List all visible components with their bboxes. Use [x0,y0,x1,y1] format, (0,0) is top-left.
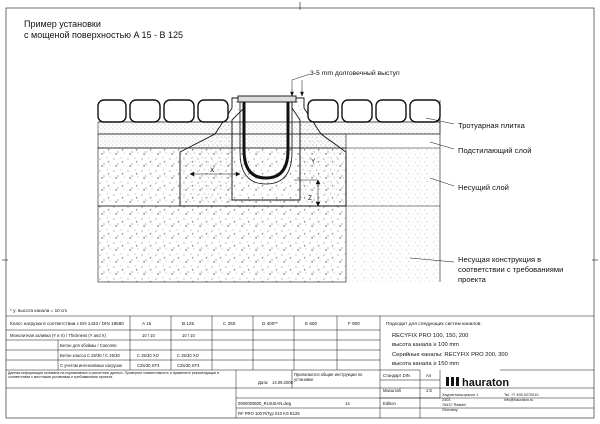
callout-subgrade-2: соответствии с требованиями [458,265,564,274]
callout-base: Несущий слой [458,183,509,192]
row-4-label: С учетом интенсивных нагрузок [60,363,122,368]
title-line1: Пример установки [24,19,101,29]
disclaimer-text: Данная информация основана на нормативных и расчетных данных. Проверьте совместимость и примените рекомендации в соответствии с местными условиями и требованиями проекта. [8,371,219,380]
dim-z-label: Z [308,195,312,202]
dim-x-label: X [210,167,215,174]
company-contact-1: Tel. +7 495 0270010 [504,393,539,397]
company-name: hauraton [462,377,510,389]
sheet-number: 14 [345,401,350,406]
row-3-label: Бетон класса C 25/30 / C 25/30 [60,353,120,358]
scale-value: 1:5 [426,388,432,393]
load-class-b125: B 125 [182,321,195,326]
row-4-b125: C25/30 XF3 [177,363,200,368]
company-address-4: Germany [442,408,458,412]
load-class-e600: E 600 [305,321,318,326]
row-1-a15: 10 / 10 [142,333,155,338]
install-note: Прилагаются общие инструкции по установке [294,372,363,382]
title-line2: с мощеной поверхностью A 15 - B 125 [24,30,184,40]
row-3-a15: C 25/30 XO [137,353,159,358]
subgrade-layer [98,206,346,282]
load-class-d400: D 400** [262,321,278,326]
load-class-header: Класс нагрузки в соответствии с EN 1433 / DIN 19580 [10,321,124,326]
row-3-b125: C 25/30 XO [177,353,199,358]
date-label: Дата: [258,380,269,385]
company-address-3: 76437 Rastatt [442,403,466,407]
company-address-2: 2403 [442,398,451,402]
load-class-f900: F 900 [348,321,360,326]
scale-label: Масштаб [383,388,401,393]
standard-label: Стандарт DIN [383,373,410,378]
row-1-label: Монолитная заливка (Y и Х) / Thickness (Y and X) [10,333,106,338]
suitable-line3: Серийные каналы: RECYFIX PRO 200, 300 [392,352,508,358]
company-contact-2: info@hauraton.ru [504,398,534,402]
callout-bedding: Подстилающий слой [458,146,532,155]
load-class-a15: A 15 [142,321,152,326]
row-1-b125: 10 / 10 [182,333,195,338]
callout-gap: 3-5 mm долговечный выступ [310,70,400,77]
suitable-line2: высота канала ≥ 100 mm [392,342,459,348]
paving-right [308,100,440,122]
standard-value: A4 [426,373,432,378]
row-2-label: Бетон для обоймы / Concrete [60,343,117,348]
edition-label: Edition [383,401,396,406]
load-class-c250: C 250 [223,321,236,326]
callout-subgrade-1: Несущая конструкция в [458,255,542,264]
callout-subgrade-3: проекта [458,275,486,284]
footnote: * y: высота канала = 10 cm [10,308,68,313]
suitable-line1: RECYFIX PRO 100, 150, 200 [392,333,469,339]
date-value: 14.09.2005 [272,380,293,385]
drawing-number: 0000000600_RUSSIAN.dwg [238,401,292,406]
company-address-1: Хаураттонштрассе 1 [442,393,479,397]
paving-left [98,100,228,122]
grating [238,96,296,102]
row-4-a15: C25/30 XF3 [137,363,160,368]
product-code: RF PRO 100 RiTyp 010 KS B125 [238,411,300,416]
suitable-line4: высота канала ≥ 150 mm [392,361,459,367]
suitable-heading: Подходит для следующих систем каналов: [386,322,482,327]
callout-paving: Тротуарная плитка [458,121,525,130]
hauraton-logo [446,377,459,386]
dim-y-label: Y [311,158,316,165]
load-class-columns [142,321,360,326]
